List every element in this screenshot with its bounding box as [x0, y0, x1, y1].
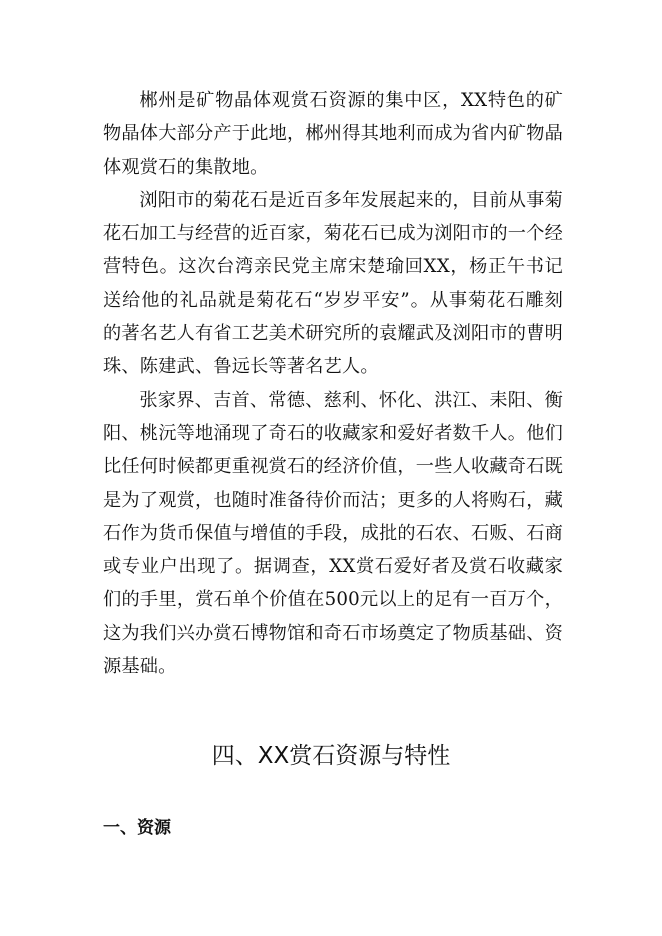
body-text — [103, 84, 563, 683]
paragraph-chenzhou: 郴州是矿物晶体观赏石资源的集中区，XX特色的矿物晶体大部分产于此地，郴州得其地利而成为省内矿物晶体观赏石的集散地。 — [103, 90, 563, 178]
sub-heading: 一、资源 — [103, 818, 171, 838]
paragraph-liuyang: 浏阳市的菊花石是近百多年发展起来的，目前从事菊花石加工与经营的近百家，菊花石已成为浏阳市的一个经营特色。这次台湾亲民党主席宋楚瑜回XX，杨正午书记送给他的礼品就是菊花石“岁岁平安”。从事菊花石雕刻的著名艺人有省工艺美术研究所的袁耀武及浏阳市的曹明珠、陈建武、鲁远长等著名艺人。 — [103, 189, 563, 378]
paragraph-collectors: 张家界、吉首、常德、慈利、怀化、洪江、耒阳、衡阳、桃沅等地涌现了奇石的收藏家和爱好者数千人。他们比任何时候都更重视赏石的经济价值，一些人收藏奇石既是为了观赏，也随时准备待价而沽；更多的人将购石，藏石作为货币保值与增值的手段，成批的石农、石贩、石商或专业户出现了。据调查，XX赏石爱好者及赏石收藏家们的手里，赏石单个价值在500元以上的足有一百万个，这为我们兴办赏石博物馆和奇石市场奠定了物质基础、资源基础。 — [103, 389, 563, 678]
section-heading: 四、XX赏石资源与特性 — [211, 743, 451, 769]
